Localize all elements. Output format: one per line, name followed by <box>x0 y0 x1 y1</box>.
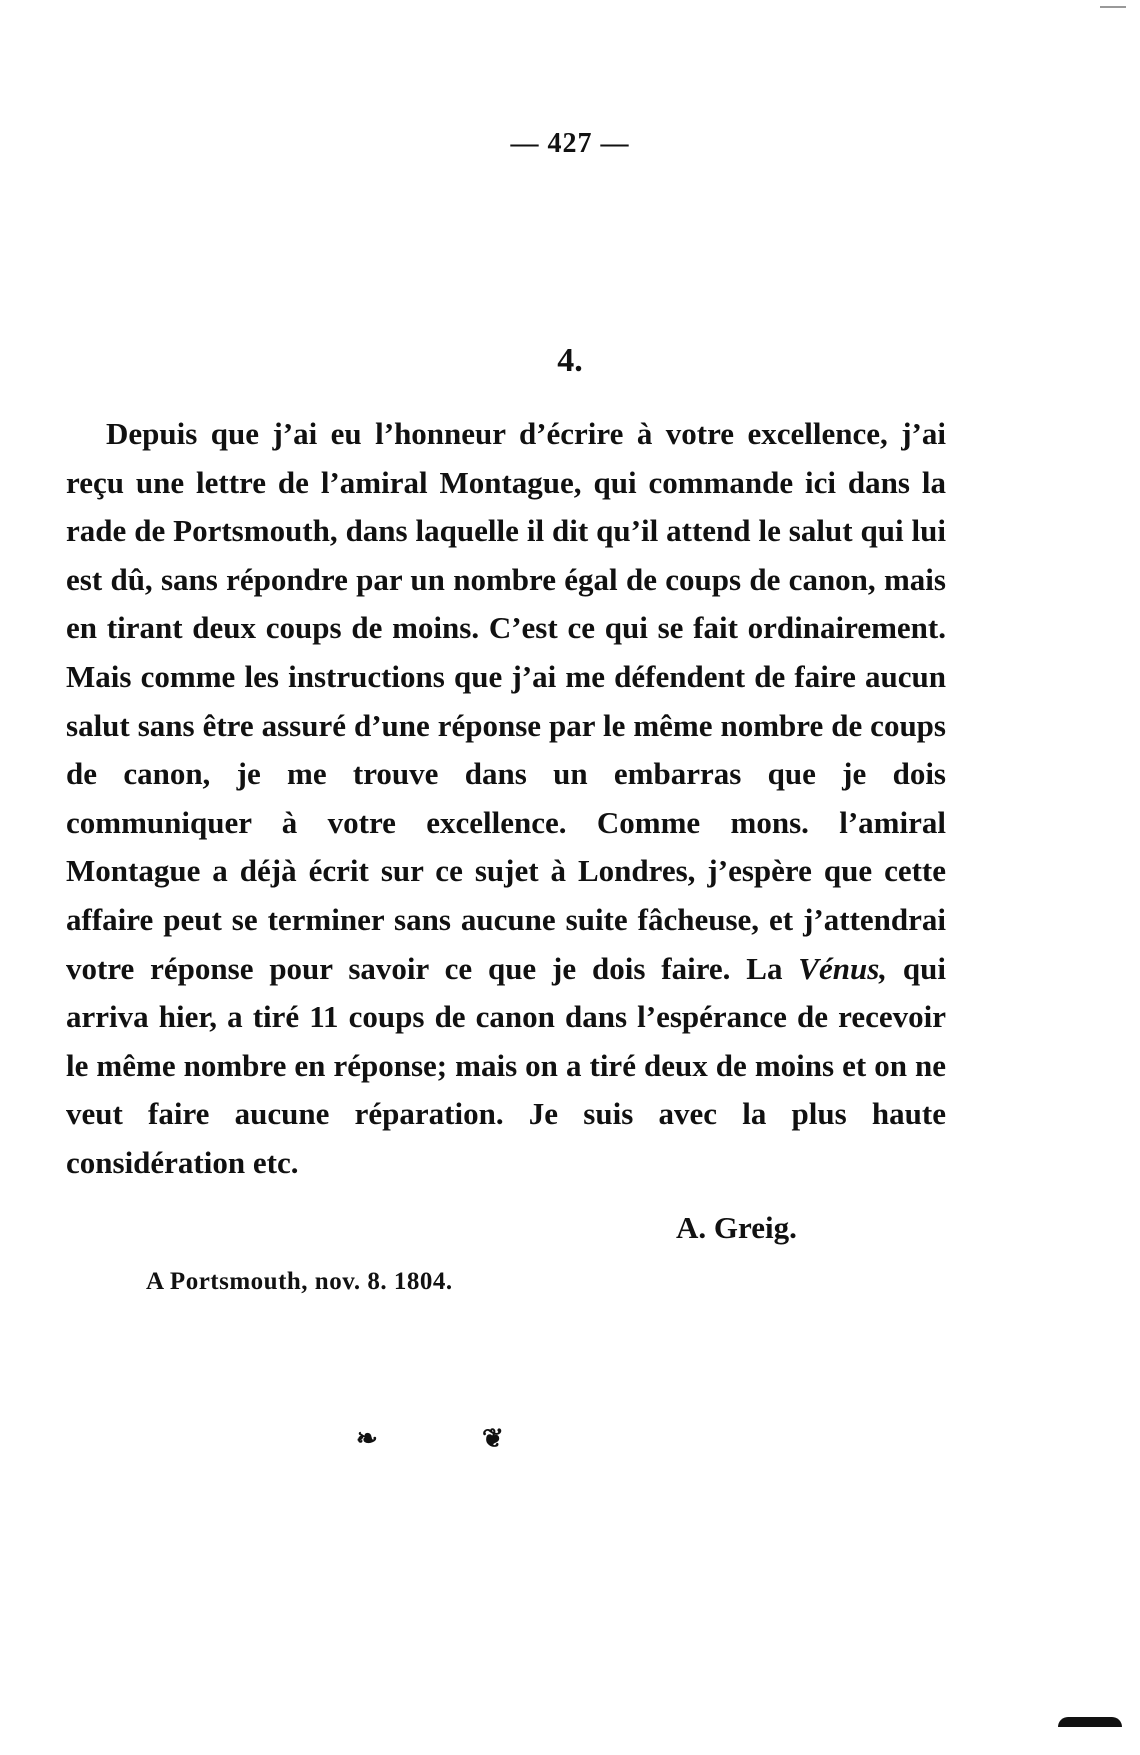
scan-edge-rule <box>1100 6 1126 8</box>
letter-body-part-2: qui arriva hier, a tiré 11 coups de canon dans l’espérance de recevoir le même nombre en réponse; mais on a tiré deux de moins et on ne veut faire aucune réparation. Je suis avec la plus haute considération etc. <box>66 950 946 1180</box>
letter-body <box>66 410 946 1188</box>
scan-edge-mark <box>1058 1717 1122 1727</box>
section-number: 4. <box>557 342 583 379</box>
place-date: A Portsmouth, nov. 8. 1804. <box>146 1268 453 1295</box>
signature: A. Greig. <box>676 1210 797 1245</box>
ship-name-italic: Vénus, <box>798 950 888 986</box>
ornament-left-icon: ❧ <box>356 1424 378 1453</box>
letter-body-part-1: Depuis que j’ai eu l’honneur d’écrire à votre excellence, j’ai reçu une lettre de l’amiral Montague, qui commande ici dans la rade de Portsmouth, dans laquelle il dit qu’il attend le salut qui lui est dû, sans répondre par un nombre égal de coups de canon, mais en tirant deux coups de moins. C’est ce qui se fait ordinairement. Mais comme les instructions que j’ai me défendent de faire aucun salut sans être assuré d’une réponse par le même nombre de coups de canon, je me trouve dans un embarras que je dois communiquer à votre excellence. Comme mons. l’amiral Montague a déjà écrit sur ce sujet à Londres, j’espère que cette affaire peut se terminer sans aucune suite fâcheuse, et j’attendrai votre réponse pour savoir ce que je dois faire. La <box>66 416 946 986</box>
page-number: — 427 — <box>510 128 630 159</box>
ornament-right-icon: ❦ <box>482 1424 504 1453</box>
